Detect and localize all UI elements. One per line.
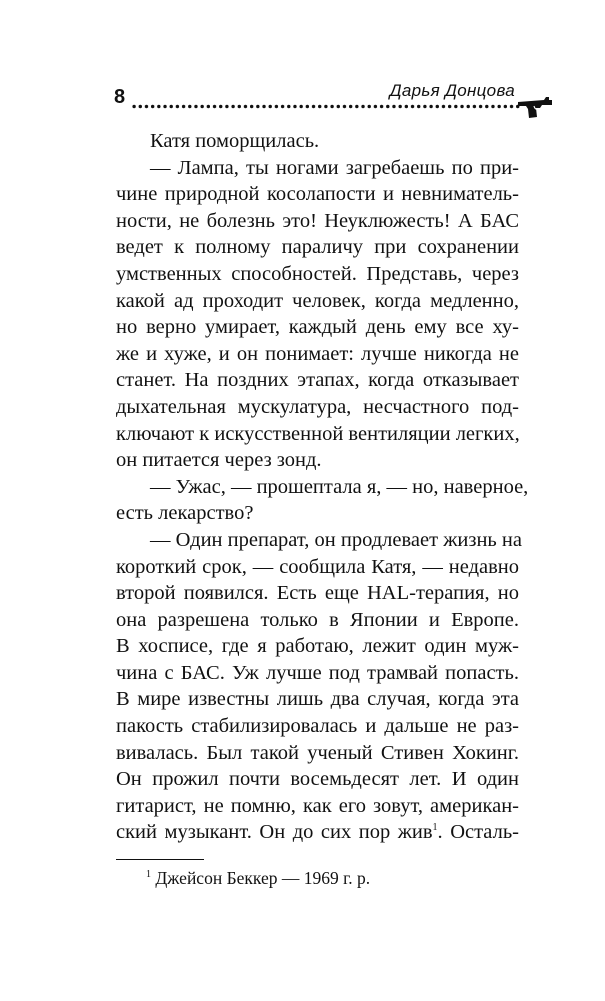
text-line: какой ад проходит человек, когда медленно, xyxy=(116,289,519,312)
text-line-with-footnote xyxy=(116,819,519,846)
text-line: же и хуже, и он понимает: лучше никогда не xyxy=(116,342,519,365)
text-line: Он прожил почти восемьдесят лет. И один xyxy=(116,768,519,791)
text-line: пакость стабилизировалась и дальше не раз- xyxy=(116,715,519,738)
text-line: ведет к полному параличу при сохранении xyxy=(116,236,519,259)
footnote-number: 1 xyxy=(146,869,151,881)
footnote-divider xyxy=(116,859,204,860)
text-line: ключают к искусственной вентиляции легких, xyxy=(116,422,520,445)
text-line: умственных способностей. Представь, через xyxy=(116,262,519,285)
footnote-marker: 1 xyxy=(432,822,438,834)
text-line: второй появился. Есть еще HAL-терапия, но xyxy=(116,582,519,605)
text-line: В мире известны лишь два случая, когда эта xyxy=(116,688,519,711)
text-line: чине природной косолапости и невниматель- xyxy=(116,183,519,206)
text-line: он питается через зонд. xyxy=(116,449,322,472)
text-line: ности, не болезнь это! Неуклюжесть! А БАС xyxy=(116,209,519,232)
text-line: — Один препарат, он продлевает жизнь на xyxy=(150,528,522,551)
text-segment: . Осталь- xyxy=(437,821,519,844)
body-text xyxy=(116,128,529,846)
text-segment: ский музыкант. Он до сих пор жив xyxy=(116,821,433,844)
text-line: В хосписе, где я работаю, лежит один муж- xyxy=(116,635,519,658)
text-line: короткий срок, — сообщила Катя, — недавно xyxy=(116,555,519,578)
footnote-text: Джейсон Беккер — 1969 г. р. xyxy=(151,868,371,888)
text-line: она разрешена только в Японии и Европе. xyxy=(116,608,519,631)
page-header xyxy=(0,0,605,130)
page-number: 8 xyxy=(114,86,126,108)
text-line: Катя поморщилась. xyxy=(150,130,320,152)
text-line: вивалась. Был такой ученый Стивен Хокинг. xyxy=(116,741,519,764)
text-line: станет. На поздних этапах, когда отказывает xyxy=(116,369,519,392)
pistol-icon xyxy=(516,94,554,120)
text-line: есть лекарство? xyxy=(116,502,254,525)
running-head-author: Дарья Донцова xyxy=(389,81,515,100)
footnote xyxy=(146,868,370,889)
text-line: гитарист, не помню, как его зовут, американ- xyxy=(116,794,519,817)
text-line: дыхательная мускулатура, несчастного под- xyxy=(116,395,519,418)
text-line: но верно умирает, каждый день ему все ху- xyxy=(116,316,519,339)
text-line: — Ужас, — прошептала я, — но, наверное, xyxy=(150,475,529,498)
dotted-leader xyxy=(131,104,521,109)
text-line: чина с БАС. Уж лучше под трамвай попасть. xyxy=(116,661,519,684)
text-line: — Лампа, ты ногами загребаешь по при- xyxy=(150,156,519,179)
